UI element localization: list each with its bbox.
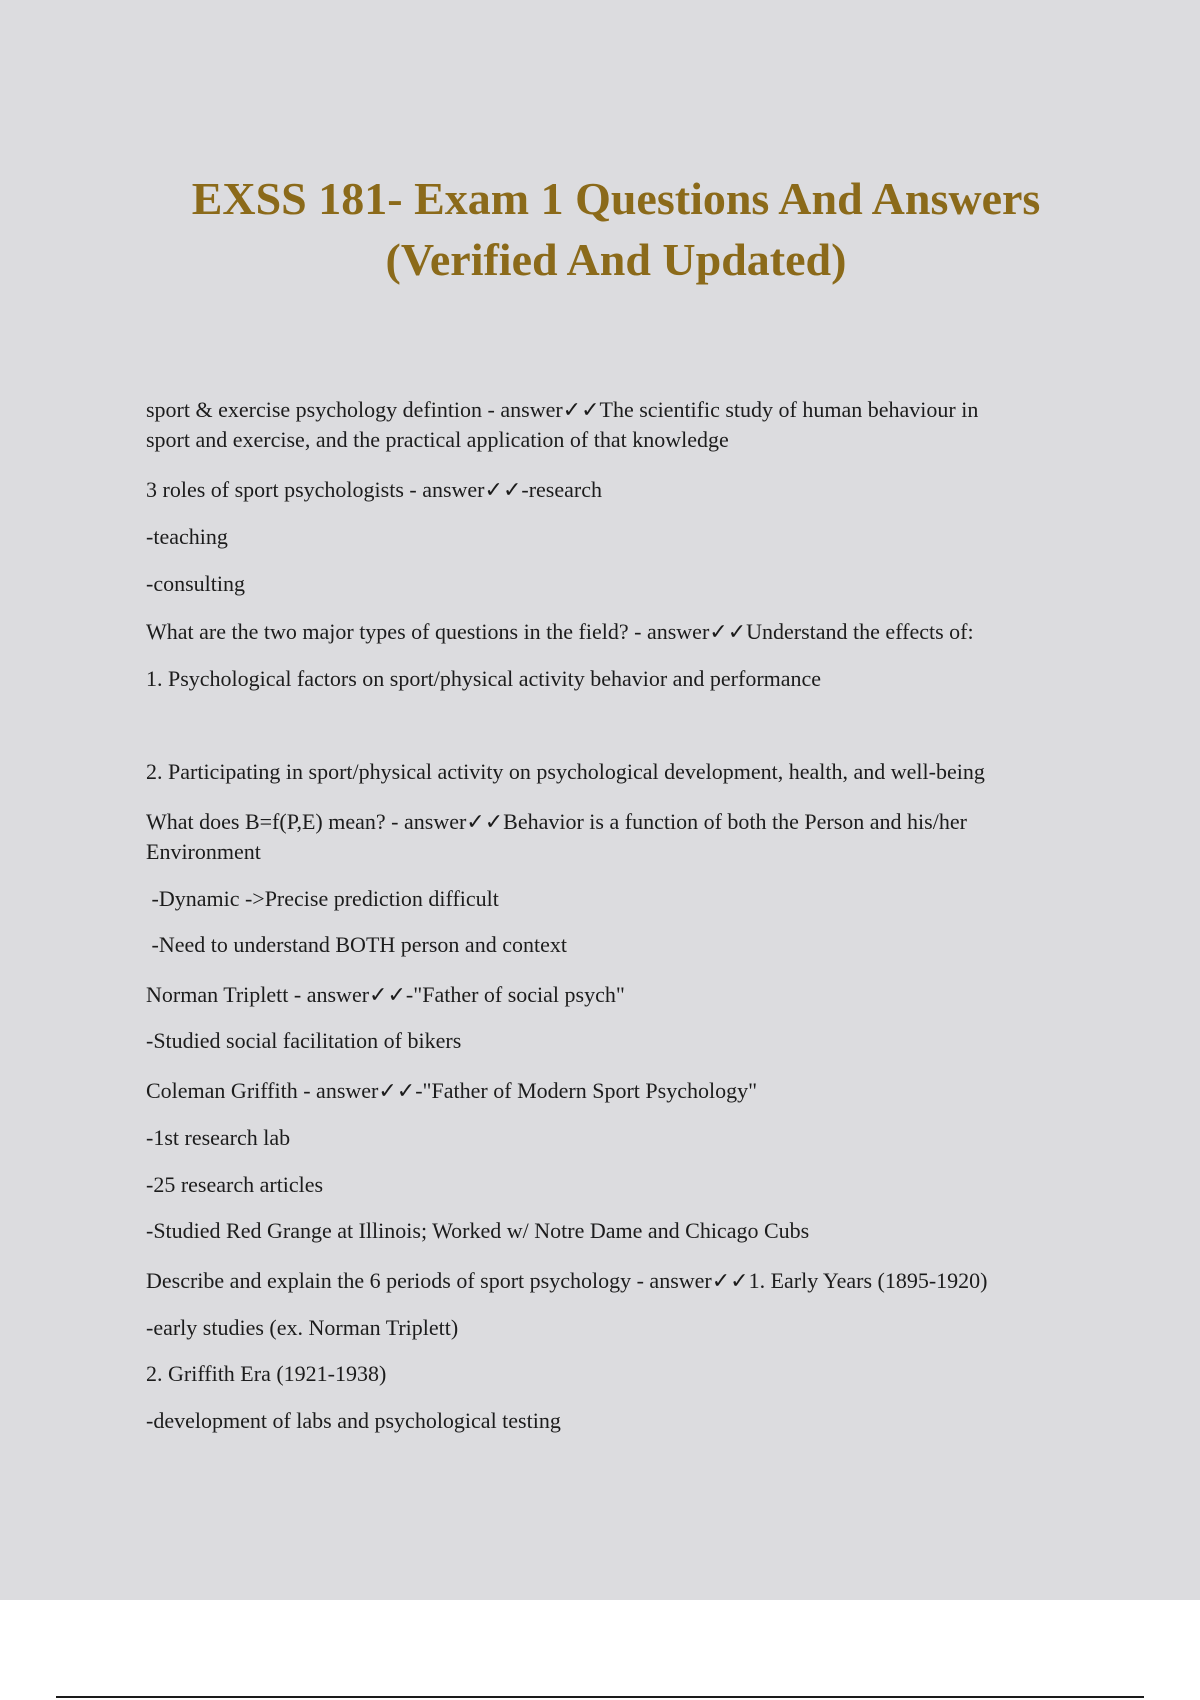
body-line: -25 research articles: [146, 1172, 324, 1197]
body-line: -Need to understand BOTH person and context: [146, 932, 567, 957]
body-line: -development of labs and psychological testing: [146, 1408, 561, 1433]
footer-divider: [56, 1696, 1144, 1698]
body-line: -Studied social facilitation of bikers: [146, 1028, 462, 1053]
body-line: What does B=f(P,E) mean? - answer✓✓Behavior is a function of both the Person and his/her: [146, 809, 967, 834]
body-line: sport & exercise psychology defintion - answer✓✓The scientific study of human behaviour in: [146, 397, 979, 422]
body-line: sport and exercise, and the practical application of that knowledge: [146, 427, 729, 452]
body-line: 3 roles of sport psychologists - answer✓✓-research: [146, 477, 602, 502]
page-gap: [0, 1600, 1200, 1700]
body-line: 1. Psychological factors on sport/physical activity behavior and performance: [146, 666, 822, 691]
title-line-1: EXSS 181- Exam 1 Questions And Answers: [191, 173, 1041, 224]
document-title: [0, 168, 1200, 290]
body-line: Coleman Griffith - answer✓✓-"Father of Modern Sport Psychology": [146, 1078, 758, 1103]
body-line: Norman Triplett - answer✓✓-"Father of social psych": [146, 982, 625, 1007]
body-line: -Dynamic ->Precise prediction difficult: [146, 886, 499, 911]
body-line: -teaching: [146, 524, 228, 549]
body-line: -1st research lab: [146, 1125, 291, 1150]
body-line: Environment: [146, 839, 261, 864]
body-line: -early studies (ex. Norman Triplett): [146, 1315, 459, 1340]
body-line: -consulting: [146, 571, 245, 596]
body-line: 2. Participating in sport/physical activity on psychological development, health, and well-being: [146, 759, 985, 784]
body-line: 2. Griffith Era (1921-1938): [146, 1361, 387, 1386]
body-line: -Studied Red Grange at Illinois; Worked w/ Notre Dame and Chicago Cubs: [146, 1218, 810, 1243]
body-line: Describe and explain the 6 periods of sport psychology - answer✓✓1. Early Years (1895-1920): [146, 1268, 988, 1293]
body-line: What are the two major types of questions in the field? - answer✓✓Understand the effects of:: [146, 619, 974, 644]
title-line-2: (Verified And Updated): [385, 234, 847, 285]
